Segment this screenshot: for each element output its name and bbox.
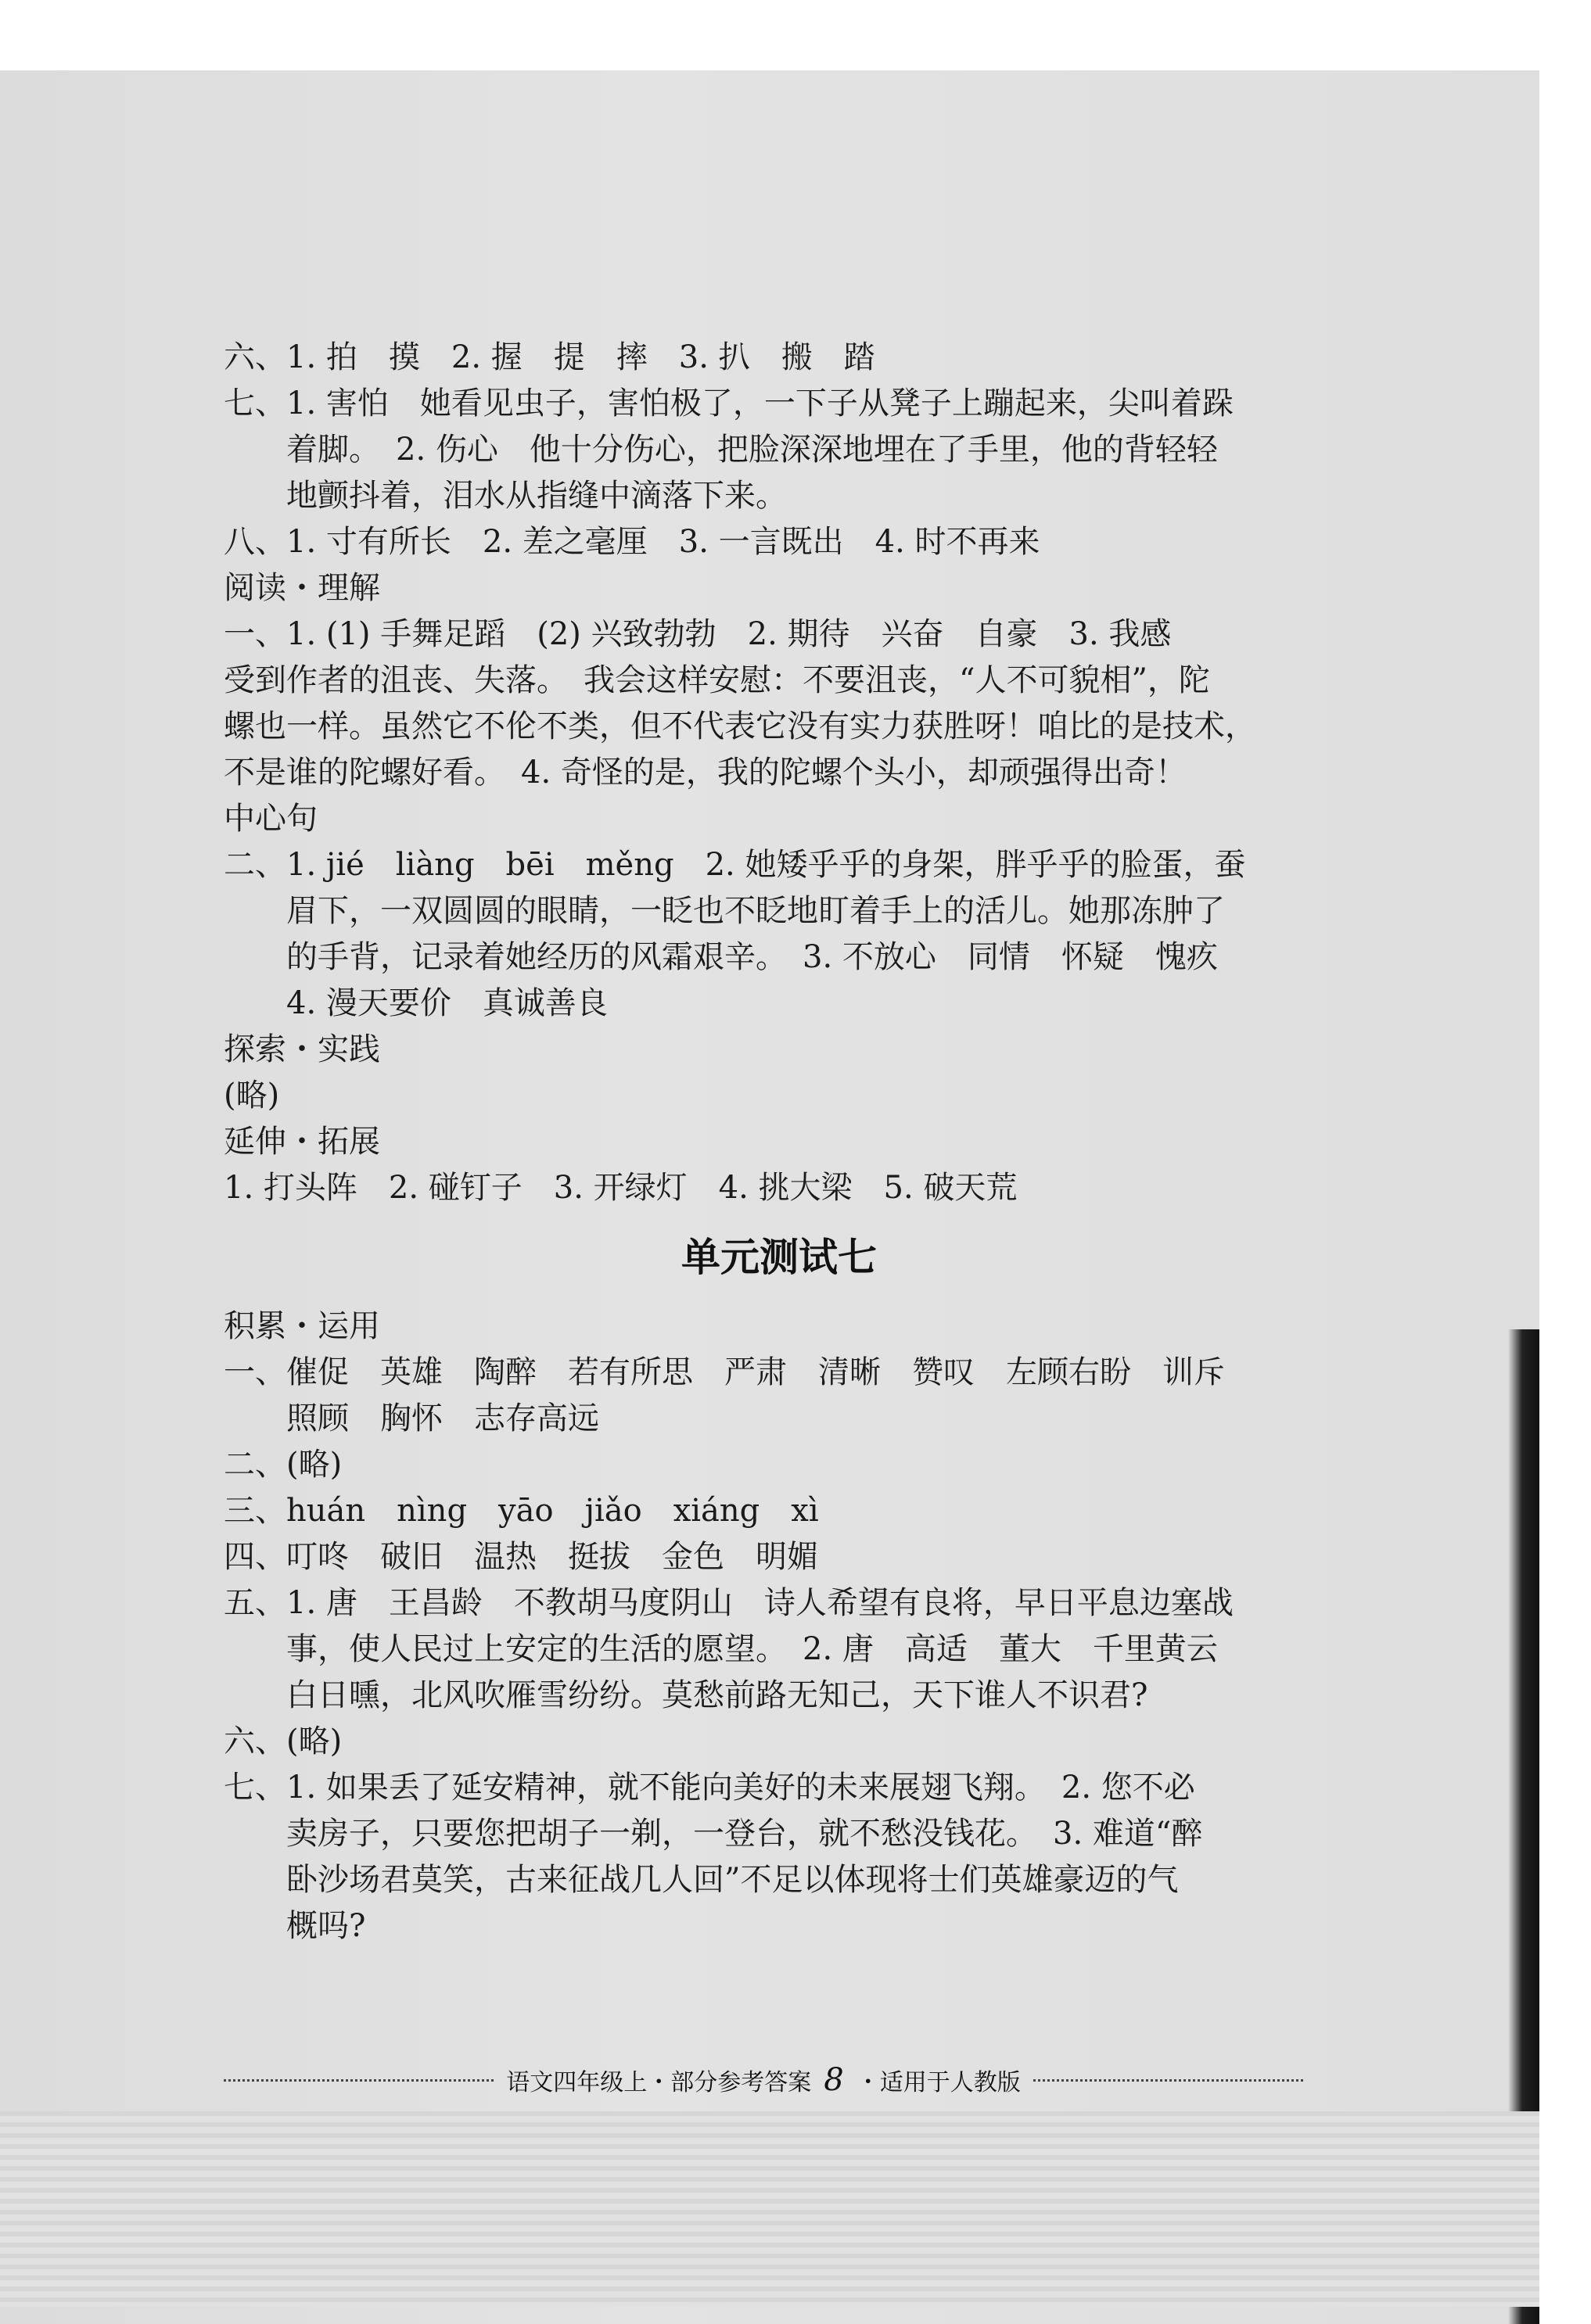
answer-line: 1. 打头阵 2. 碰钉子 3. 开绿灯 4. 挑大梁 5. 破天荒 bbox=[224, 1170, 1018, 1206]
answer-line: 三、huán nìng yāo jiǎo xiáng xì bbox=[224, 1493, 819, 1529]
answer-line: 白日曛，北风吹雁雪纷纷。莫愁前路无知己，天下谁人不识君? bbox=[286, 1677, 1148, 1713]
scan-margin bbox=[1539, 0, 1591, 2324]
answer-line: 二、1. jié liàng bēi měng 2. 她矮乎乎的身架，胖乎乎的脸蛋，蚕 bbox=[224, 847, 1246, 883]
footer-book-title: 语文四年级上・部分参考答案 bbox=[506, 2069, 812, 2096]
answer-line: 七、1. 害怕 她看见虫子，害怕极了，一下子从凳子上蹦起来，尖叫着跺 bbox=[224, 386, 1234, 421]
answer-line: 二、(略) bbox=[224, 1447, 343, 1483]
page-footer bbox=[224, 2064, 1303, 2096]
section-title: 单元测试七 bbox=[681, 1235, 877, 1280]
subsection-heading: 延伸・拓展 bbox=[224, 1124, 380, 1160]
answer-line: 六、1. 拍 摸 2. 握 提 摔 3. 扒 搬 踏 bbox=[224, 339, 875, 375]
answer-line: 4. 漫天要价 真诚善良 bbox=[286, 985, 608, 1021]
answer-line: 六、(略) bbox=[224, 1723, 343, 1759]
answer-text-block bbox=[224, 335, 1334, 1949]
answer-line: 概吗? bbox=[286, 1908, 366, 1944]
footer-edition: ・适用于人教版 bbox=[856, 2069, 1021, 2096]
answer-line: 卖房子，只要您把胡子一剃，一登台，就不愁没钱花。 3. 难道“醉 bbox=[286, 1816, 1203, 1852]
subsection-heading: 阅读・理解 bbox=[224, 570, 380, 606]
answer-line: 中心句 bbox=[224, 801, 318, 837]
answer-line: 五、1. 唐 王昌龄 不教胡马度阴山 诗人希望有良将，早日平息边塞战 bbox=[224, 1585, 1234, 1621]
answer-line: (略) bbox=[224, 1078, 280, 1114]
answer-line: 地颤抖着，泪水从指缝中滴落下来。 bbox=[286, 478, 787, 514]
answer-line: 八、1. 寸有所长 2. 差之毫厘 3. 一言既出 4. 时不再来 bbox=[224, 524, 1040, 560]
answer-line: 照顾 胸怀 志存高远 bbox=[286, 1400, 599, 1436]
answer-line: 一、1. (1) 手舞足蹈 (2) 兴致勃勃 2. 期待 兴奋 自豪 3. 我感 bbox=[224, 616, 1172, 652]
footer-dotted-rule bbox=[1033, 2079, 1303, 2082]
answer-line: 螺也一样。虽然它不伦不类，但不代表它没有实力获胜呀！咱比的是技术， bbox=[224, 708, 1256, 744]
answer-line: 七、1. 如果丢了延安精神，就不能向美好的未来展翅飞翔。 2. 您不必 bbox=[224, 1770, 1195, 1806]
answer-line: 不是谁的陀螺好看。 4. 奇怪的是，我的陀螺个头小，却顽强得出奇！ bbox=[224, 755, 1187, 791]
answer-line: 受到作者的沮丧、失落。 我会这样安慰：不要沮丧，“人不可貌相”，陀 bbox=[224, 662, 1210, 698]
answer-line: 卧沙场君莫笑，古来征战几人回”不足以体现将士们英雄豪迈的气 bbox=[286, 1862, 1179, 1898]
page-number: 8 bbox=[824, 2062, 844, 2098]
answer-line: 眉下，一双圆圆的眼睛，一眨也不眨地盯着手上的活儿。她那冻肿了 bbox=[286, 893, 1225, 929]
answer-line: 四、叮咚 破旧 温热 挺拔 金色 明媚 bbox=[224, 1539, 818, 1575]
subsection-heading: 积累・运用 bbox=[224, 1308, 380, 1344]
footer-dotted-rule bbox=[224, 2079, 494, 2082]
answer-line: 着脚。 2. 伤心 他十分伤心，把脸深深地埋在了手里，他的背轻轻 bbox=[286, 432, 1218, 468]
answer-line: 一、催促 英雄 陶醉 若有所思 严肃 清晰 赞叹 左顾右盼 训斥 bbox=[224, 1354, 1225, 1390]
background-ruled-lines bbox=[0, 2111, 1539, 2307]
answer-line: 事，使人民过上安定的生活的愿望。 2. 唐 高适 董大 千里黄云 bbox=[286, 1631, 1218, 1667]
subsection-heading: 探索・实践 bbox=[224, 1031, 380, 1067]
answer-line: 的手背，记录着她经历的风霜艰辛。 3. 不放心 同情 怀疑 愧疚 bbox=[286, 939, 1218, 975]
